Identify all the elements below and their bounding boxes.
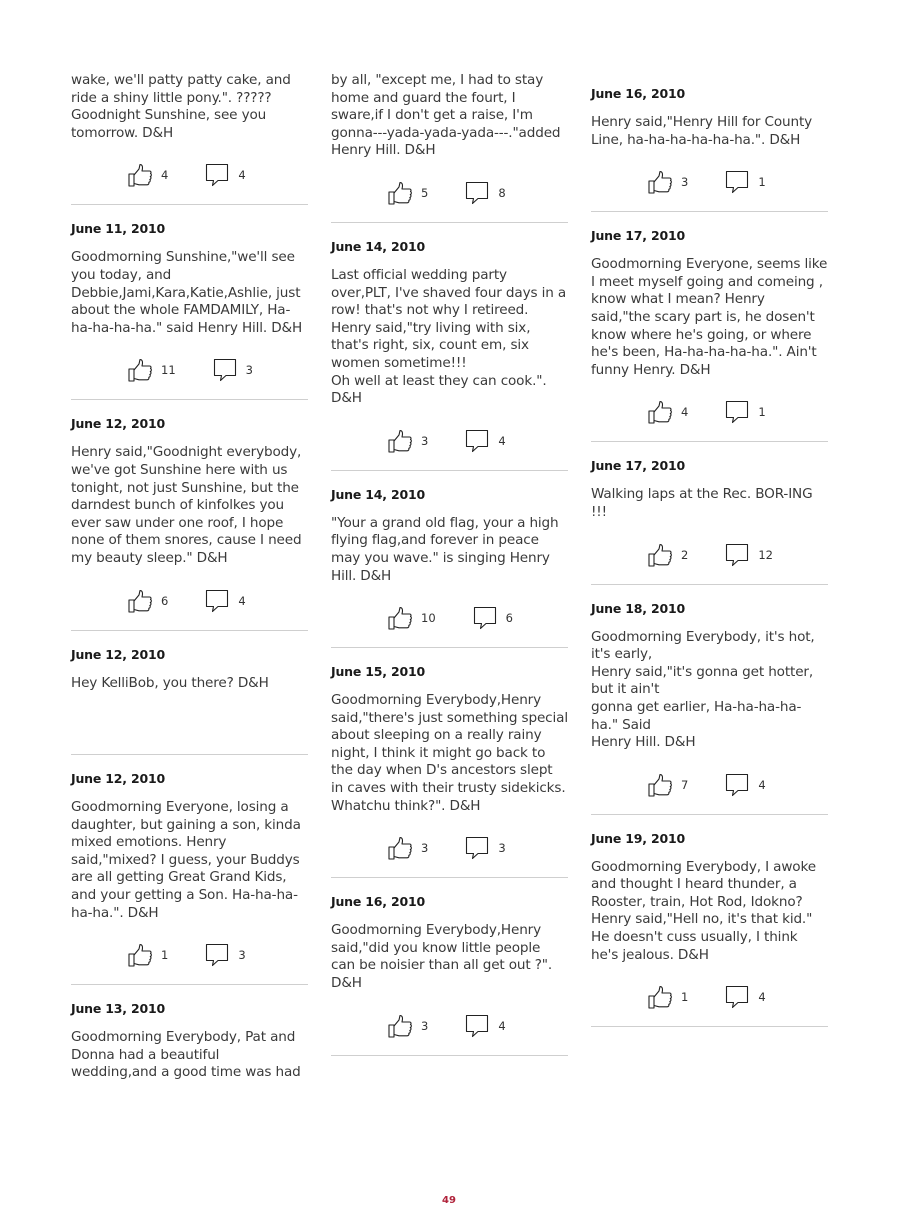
post-date: June 12, 2010 [71, 646, 165, 662]
post-text: Goodmorning Sunshine,"we'll see you today, and Debbie,Jami,Kara,Katie,Ashlie, just about the whole FAMDAMILY, Ha-ha-ha-ha-ha." said Henry Hill. D&H [71, 249, 303, 336]
comment-button[interactable] [212, 357, 253, 383]
post-text: Goodmorning Everybody,Henry said,"did you know little people can be noisier than all get out ?". D&H [331, 922, 553, 992]
comment-button[interactable] [464, 1013, 505, 1039]
post [591, 458, 828, 584]
post-text: wake, we'll patty patty cake, and ride a shiny little pony.". ????? Goodnight Sunshine, see you tomorrow. D&H [71, 72, 291, 141]
reactions-bar [331, 1011, 568, 1041]
like-count: 10 [421, 611, 436, 626]
comment-count: 4 [498, 433, 506, 448]
post-text: Henry said,"Henry Hill for County Line, ha-ha-ha-ha-ha-ha.". D&H [591, 114, 813, 148]
like-button[interactable] [647, 542, 688, 568]
post-text: Walking laps at the Rec. BOR-ING !!! [591, 486, 813, 520]
comment-button[interactable] [472, 605, 513, 631]
comment-button[interactable] [204, 588, 245, 614]
comment-bubble-icon [204, 942, 230, 968]
like-button[interactable] [127, 942, 168, 968]
comment-button[interactable] [464, 428, 505, 454]
reactions-bar [331, 426, 568, 456]
thumbs-up-icon [127, 942, 153, 968]
like-button[interactable] [127, 162, 168, 188]
post-divider [331, 1055, 568, 1056]
feed-column-2 [331, 70, 568, 1056]
thumbs-up-icon [387, 835, 413, 861]
post-date: June 11, 2010 [71, 221, 165, 237]
reactions-bar [591, 540, 828, 570]
thumbs-up-icon [387, 1013, 413, 1039]
post-text: Goodmorning Everyone, losing a daughter, but gaining a son, kinda mixed emotions. Henry said,"mixed? I guess, your Buddys are all getting Great Grand Kids, and your getting a Son. Ha-ha-ha-ha-ha.". D&H [71, 799, 301, 921]
comment-count: 1 [758, 405, 766, 420]
post-date: June 14, 2010 [331, 238, 425, 254]
post-divider [591, 814, 828, 815]
like-button[interactable] [647, 984, 688, 1010]
post-text: Hey KelliBob, you there? D&H [71, 674, 269, 691]
post [71, 1001, 308, 1082]
post-date: June 18, 2010 [591, 600, 685, 616]
post [331, 72, 568, 223]
post-text: Henry said,"Goodnight everybody, we've got Sunshine here with us tonight, not just Sunshine, but the darndest bunch of kinfolkes you ever saw under one roof, I hope none of them snores, cause I need my beauty sleep." D&H [71, 444, 302, 566]
comment-bubble-icon [464, 428, 490, 454]
comment-count: 3 [498, 841, 506, 856]
comment-button[interactable] [464, 835, 505, 861]
comment-bubble-icon [204, 588, 230, 614]
feed-column-1 [71, 70, 308, 1082]
reactions-bar [71, 355, 308, 385]
post [331, 894, 568, 1055]
like-count: 3 [421, 841, 429, 856]
post-divider [591, 584, 828, 585]
reactions-bar [591, 770, 828, 800]
like-count: 3 [681, 175, 689, 190]
post [331, 487, 568, 648]
like-count: 11 [161, 363, 176, 378]
like-count: 4 [681, 405, 689, 420]
comment-count: 4 [758, 990, 766, 1005]
post-text: Goodmorning Everybody, I awoke and thought I heard thunder, a Rooster, train, Hot Rod, Idokno? Henry said,"Hell no, it's that kid." He doesn't cuss usually, I think he's jealous. D&H [591, 858, 816, 963]
like-button[interactable] [387, 605, 436, 631]
post [71, 72, 308, 205]
comment-button[interactable] [204, 942, 245, 968]
post-date: June 17, 2010 [591, 228, 685, 244]
reactions-bar [591, 982, 828, 1012]
post-date: June 12, 2010 [71, 416, 165, 432]
comment-count: 4 [498, 1018, 506, 1033]
post-text: Goodmorning Everybody, it's hot, it's early, Henry said,"it's gonna get hotter, but it ain't gonna get earlier, Ha-ha-ha-ha-ha." Said Henry Hill. D&H [591, 628, 815, 751]
comment-bubble-icon [464, 835, 490, 861]
like-count: 5 [421, 185, 429, 200]
comment-count: 3 [238, 948, 246, 963]
comment-count: 12 [758, 547, 773, 562]
thumbs-up-icon [647, 772, 673, 798]
comment-button[interactable] [724, 169, 765, 195]
post-text: "Your a grand old flag, your a high flying flag,and forever in peace may you wave." is singing Henry Hill. D&H [331, 514, 559, 584]
post-date: June 12, 2010 [71, 771, 165, 787]
thumbs-up-icon [127, 162, 153, 188]
post [71, 771, 308, 985]
post-date: June 17, 2010 [591, 458, 685, 474]
comment-bubble-icon [724, 984, 750, 1010]
thumbs-up-icon [127, 588, 153, 614]
post-date: June 14, 2010 [331, 486, 425, 502]
post [591, 228, 828, 442]
post-divider [331, 222, 568, 223]
post-divider [331, 470, 568, 471]
reactions-bar [71, 940, 308, 970]
post-date: June 15, 2010 [331, 664, 425, 680]
like-count: 1 [161, 948, 169, 963]
comment-button[interactable] [724, 399, 765, 425]
post-divider [71, 204, 308, 205]
like-button[interactable] [647, 169, 688, 195]
comment-button[interactable] [724, 542, 773, 568]
comment-button[interactable] [464, 180, 505, 206]
comment-bubble-icon [724, 169, 750, 195]
comment-bubble-icon [204, 162, 230, 188]
post-divider [331, 647, 568, 648]
reactions-bar [591, 397, 828, 427]
comment-bubble-icon [724, 399, 750, 425]
like-count: 3 [421, 433, 429, 448]
post-text: Goodmorning Everyone, seems like I meet myself going and comeing , know what I mean? Henry said,"the scary part is, he dosen't know where he's going, or where he's been, Ha-ha-ha-ha-ha.". Ain't funny Henry. D&H [591, 256, 828, 378]
thumbs-up-icon [647, 542, 673, 568]
post [591, 601, 828, 815]
reactions-bar [331, 833, 568, 863]
post [591, 831, 828, 1028]
reactions-bar [331, 178, 568, 208]
like-button[interactable] [127, 357, 176, 383]
post-divider [331, 877, 568, 878]
post-divider [71, 630, 308, 631]
thumbs-up-icon [127, 357, 153, 383]
post-divider [71, 754, 308, 755]
like-count: 7 [681, 777, 689, 792]
post-divider [71, 399, 308, 400]
comment-bubble-icon [472, 605, 498, 631]
reactions-bar [331, 603, 568, 633]
like-button[interactable] [387, 428, 428, 454]
like-button[interactable] [127, 588, 168, 614]
reactions-bar [71, 160, 308, 190]
comment-bubble-icon [212, 357, 238, 383]
comment-bubble-icon [464, 1013, 490, 1039]
post-divider [71, 984, 308, 985]
post-date: June 13, 2010 [71, 1001, 165, 1017]
post-text: Goodmorning Everybody,Henry said,"there's just something special about sleeping on a really rainy night, I think it might go back to the day when D's ancestors slept in caves with their trusty sidekicks. Whatchu think?". D&H [331, 692, 568, 814]
comment-count: 4 [238, 593, 246, 608]
comment-count: 1 [758, 175, 766, 190]
comment-button[interactable] [724, 984, 765, 1010]
comment-button[interactable] [724, 772, 765, 798]
reactions-bar [71, 586, 308, 616]
post [71, 416, 308, 630]
thumbs-up-icon [387, 428, 413, 454]
post-text: Goodmorning Everybody, Pat and Donna had a beautiful wedding,and a good time was had [71, 1029, 301, 1081]
comment-count: 4 [238, 168, 246, 183]
feed-column-3 [591, 70, 828, 1027]
like-button[interactable] [387, 180, 428, 206]
post-divider [591, 211, 828, 212]
comment-button[interactable] [204, 162, 245, 188]
thumbs-up-icon [387, 180, 413, 206]
like-button[interactable] [387, 1013, 428, 1039]
page-number: 49 [442, 1195, 456, 1206]
post [331, 239, 568, 471]
post-text: by all, "except me, I had to stay home and guard the fourt, I sware,if I don't get a raise, I'm gonna---yada-yada-yada---."added Henry Hill. D&H [331, 72, 561, 159]
post-date: June 16, 2010 [331, 894, 425, 910]
comment-bubble-icon [724, 772, 750, 798]
like-count: 2 [681, 547, 689, 562]
comment-bubble-icon [464, 180, 490, 206]
comment-count: 3 [245, 363, 253, 378]
post-text: Last official wedding party over,PLT, I've shaved four days in a row! that's not why I retireed. Henry said,"try living with six, that's right, six, count em, six women sometime!!! Oh well at least they can cook.". D&H [331, 266, 567, 407]
post-divider [591, 441, 828, 442]
like-count: 1 [681, 990, 689, 1005]
comment-count: 4 [758, 777, 766, 792]
thumbs-up-icon [647, 399, 673, 425]
post-divider [591, 1026, 828, 1027]
comment-bubble-icon [724, 542, 750, 568]
like-count: 6 [161, 593, 169, 608]
like-button[interactable] [647, 399, 688, 425]
post-date: June 16, 2010 [591, 86, 685, 101]
like-count: 3 [421, 1018, 429, 1033]
reactions-bar [591, 167, 828, 197]
thumbs-up-icon [647, 169, 673, 195]
comment-count: 8 [498, 185, 506, 200]
like-button[interactable] [387, 835, 428, 861]
like-button[interactable] [647, 772, 688, 798]
post [71, 647, 308, 756]
post-date: June 19, 2010 [591, 830, 685, 846]
thumbs-up-icon [387, 605, 413, 631]
post [71, 221, 308, 400]
comment-count: 6 [505, 611, 513, 626]
thumbs-up-icon [647, 984, 673, 1010]
post [331, 664, 568, 878]
post [591, 86, 828, 212]
like-count: 4 [161, 168, 169, 183]
